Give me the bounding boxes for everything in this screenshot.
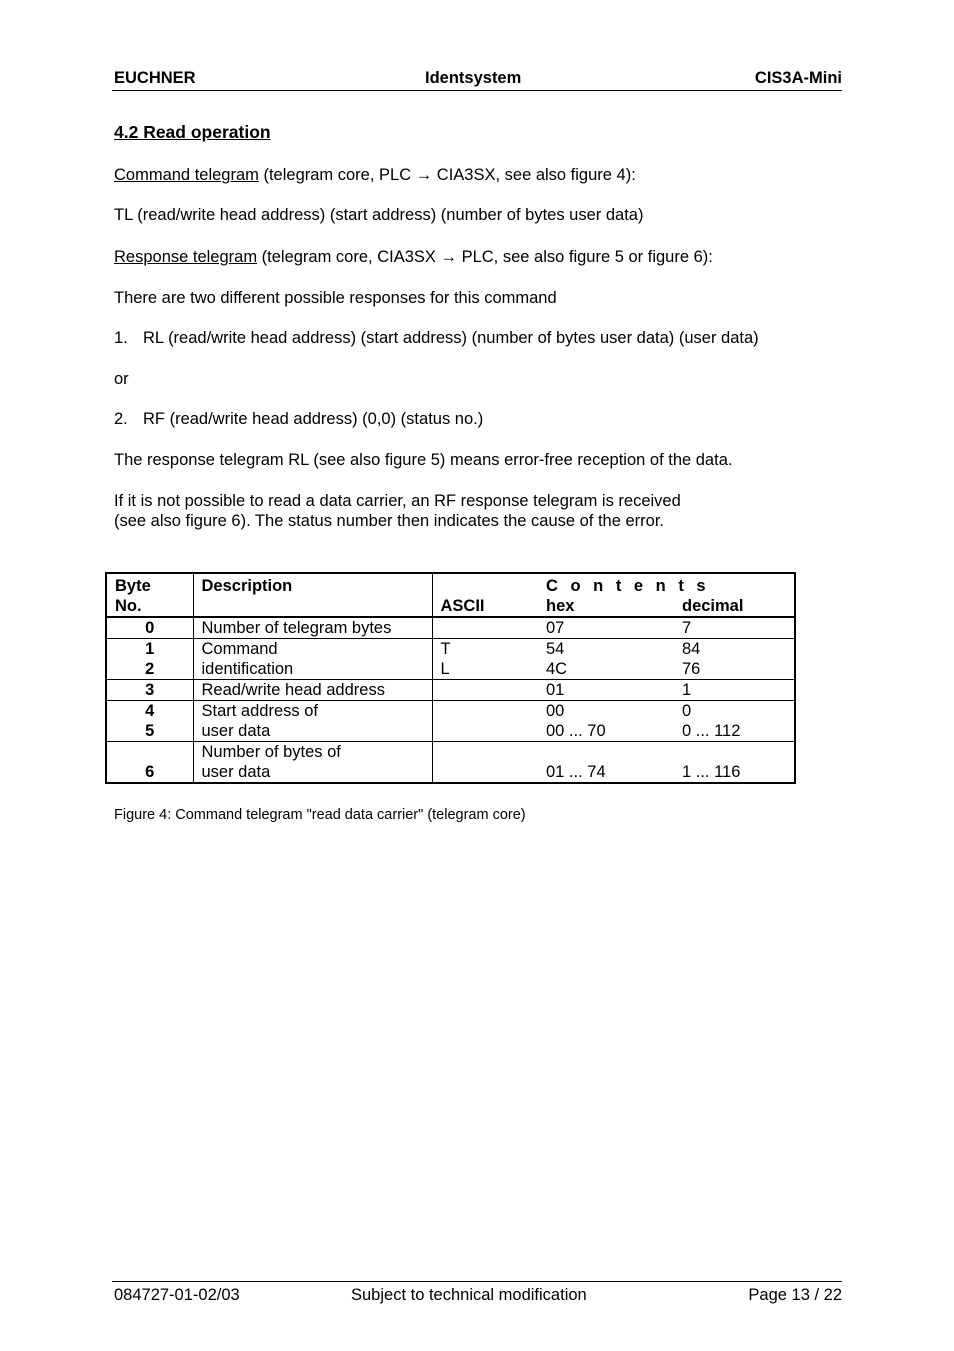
byte-no-cell: 4 5 (106, 701, 193, 742)
rf-text-line-2: (see also figure 6). The status number then indicates the cause of the error. (114, 512, 665, 530)
table-header-row (106, 573, 795, 617)
decimal-cell: 0 0 ... 112 (682, 701, 795, 742)
or-text: or (114, 370, 129, 388)
table-row (106, 617, 795, 639)
header-description: Description (193, 573, 432, 617)
hex-cell: 54 4C (546, 639, 682, 680)
header-ascii: ASCII (432, 573, 546, 617)
table-row (106, 680, 795, 701)
footer-rule (112, 1281, 842, 1282)
ascii-cell (432, 680, 546, 701)
rl-meaning-text: The response telegram RL (see also figure 5) means error-free reception of the data. (114, 451, 733, 469)
option-2-text: RF (read/write head address) (0,0) (status no.) (143, 410, 484, 428)
table-row (106, 742, 795, 784)
table-row (106, 639, 795, 680)
byte-no-cell: 1 2 (106, 639, 193, 680)
header-company: EUCHNER (114, 69, 196, 87)
option-2-number: 2. (114, 410, 128, 428)
header-contents-group (546, 573, 795, 617)
tl-syntax-line: TL (read/write head address) (start address) (number of bytes user data) (114, 206, 644, 224)
option-1-number: 1. (114, 329, 128, 347)
description-cell: Command identification (193, 639, 432, 680)
decimal-cell: 1 ... 116 (682, 742, 795, 784)
section-title: 4.2 Read operation (114, 122, 271, 142)
header-document-title: Identsystem (425, 69, 522, 87)
rf-text-line-1: If it is not possible to read a data carrier, an RF response telegram is received (114, 492, 681, 510)
footer-page-number: Page 13 / 22 (748, 1286, 842, 1304)
hex-cell: 01 ... 74 (546, 742, 682, 784)
response-telegram-text: (telegram core, CIA3SX → PLC, see also figure 5 or figure 6): (257, 248, 713, 266)
ascii-cell (432, 617, 546, 639)
option-1-text: RL (read/write head address) (start address) (number of bytes user data) (user data) (143, 329, 759, 347)
two-responses-text: There are two different possible responses for this command (114, 289, 557, 307)
table-row (106, 701, 795, 742)
hex-cell: 07 (546, 617, 682, 639)
description-cell: Number of bytes of user data (193, 742, 432, 784)
ascii-cell: T L (432, 639, 546, 680)
description-cell: Read/write head address (193, 680, 432, 701)
response-option-1 (114, 328, 759, 348)
command-telegram-line (114, 165, 636, 185)
description-cell: Start address of user data (193, 701, 432, 742)
hex-cell: 01 (546, 680, 682, 701)
footer-document-number: 084727-01-02/03 (114, 1286, 240, 1304)
response-telegram-line (114, 247, 713, 267)
byte-no-cell: 0 (106, 617, 193, 639)
decimal-cell: 1 (682, 680, 795, 701)
byte-no-cell: 6 (106, 742, 193, 784)
command-telegram-label: Command telegram (114, 166, 259, 184)
description-cell: Number of telegram bytes (193, 617, 432, 639)
header-contents: C o n t e n t s (546, 577, 710, 595)
header-product: CIS3A-Mini (754, 69, 842, 87)
command-telegram-table (105, 572, 796, 784)
decimal-cell: 7 (682, 617, 795, 639)
response-option-2 (114, 409, 484, 429)
command-telegram-text: (telegram core, PLC → CIA3SX, see also figure 4): (258, 166, 636, 184)
header-decimal: decimal (682, 597, 744, 615)
ascii-cell (432, 742, 546, 784)
header-byte-no: Byte No. (106, 573, 193, 617)
decimal-cell: 84 76 (682, 639, 795, 680)
ascii-cell (432, 701, 546, 742)
byte-no-cell: 3 (106, 680, 193, 701)
response-telegram-label: Response telegram (114, 248, 258, 266)
figure-caption: Figure 4: Command telegram "read data carrier" (telegram core) (114, 807, 526, 823)
hex-cell: 00 00 ... 70 (546, 701, 682, 742)
header-rule (112, 90, 842, 91)
header-hex: hex (546, 597, 575, 615)
footer-notice: Subject to technical modification (351, 1286, 587, 1304)
